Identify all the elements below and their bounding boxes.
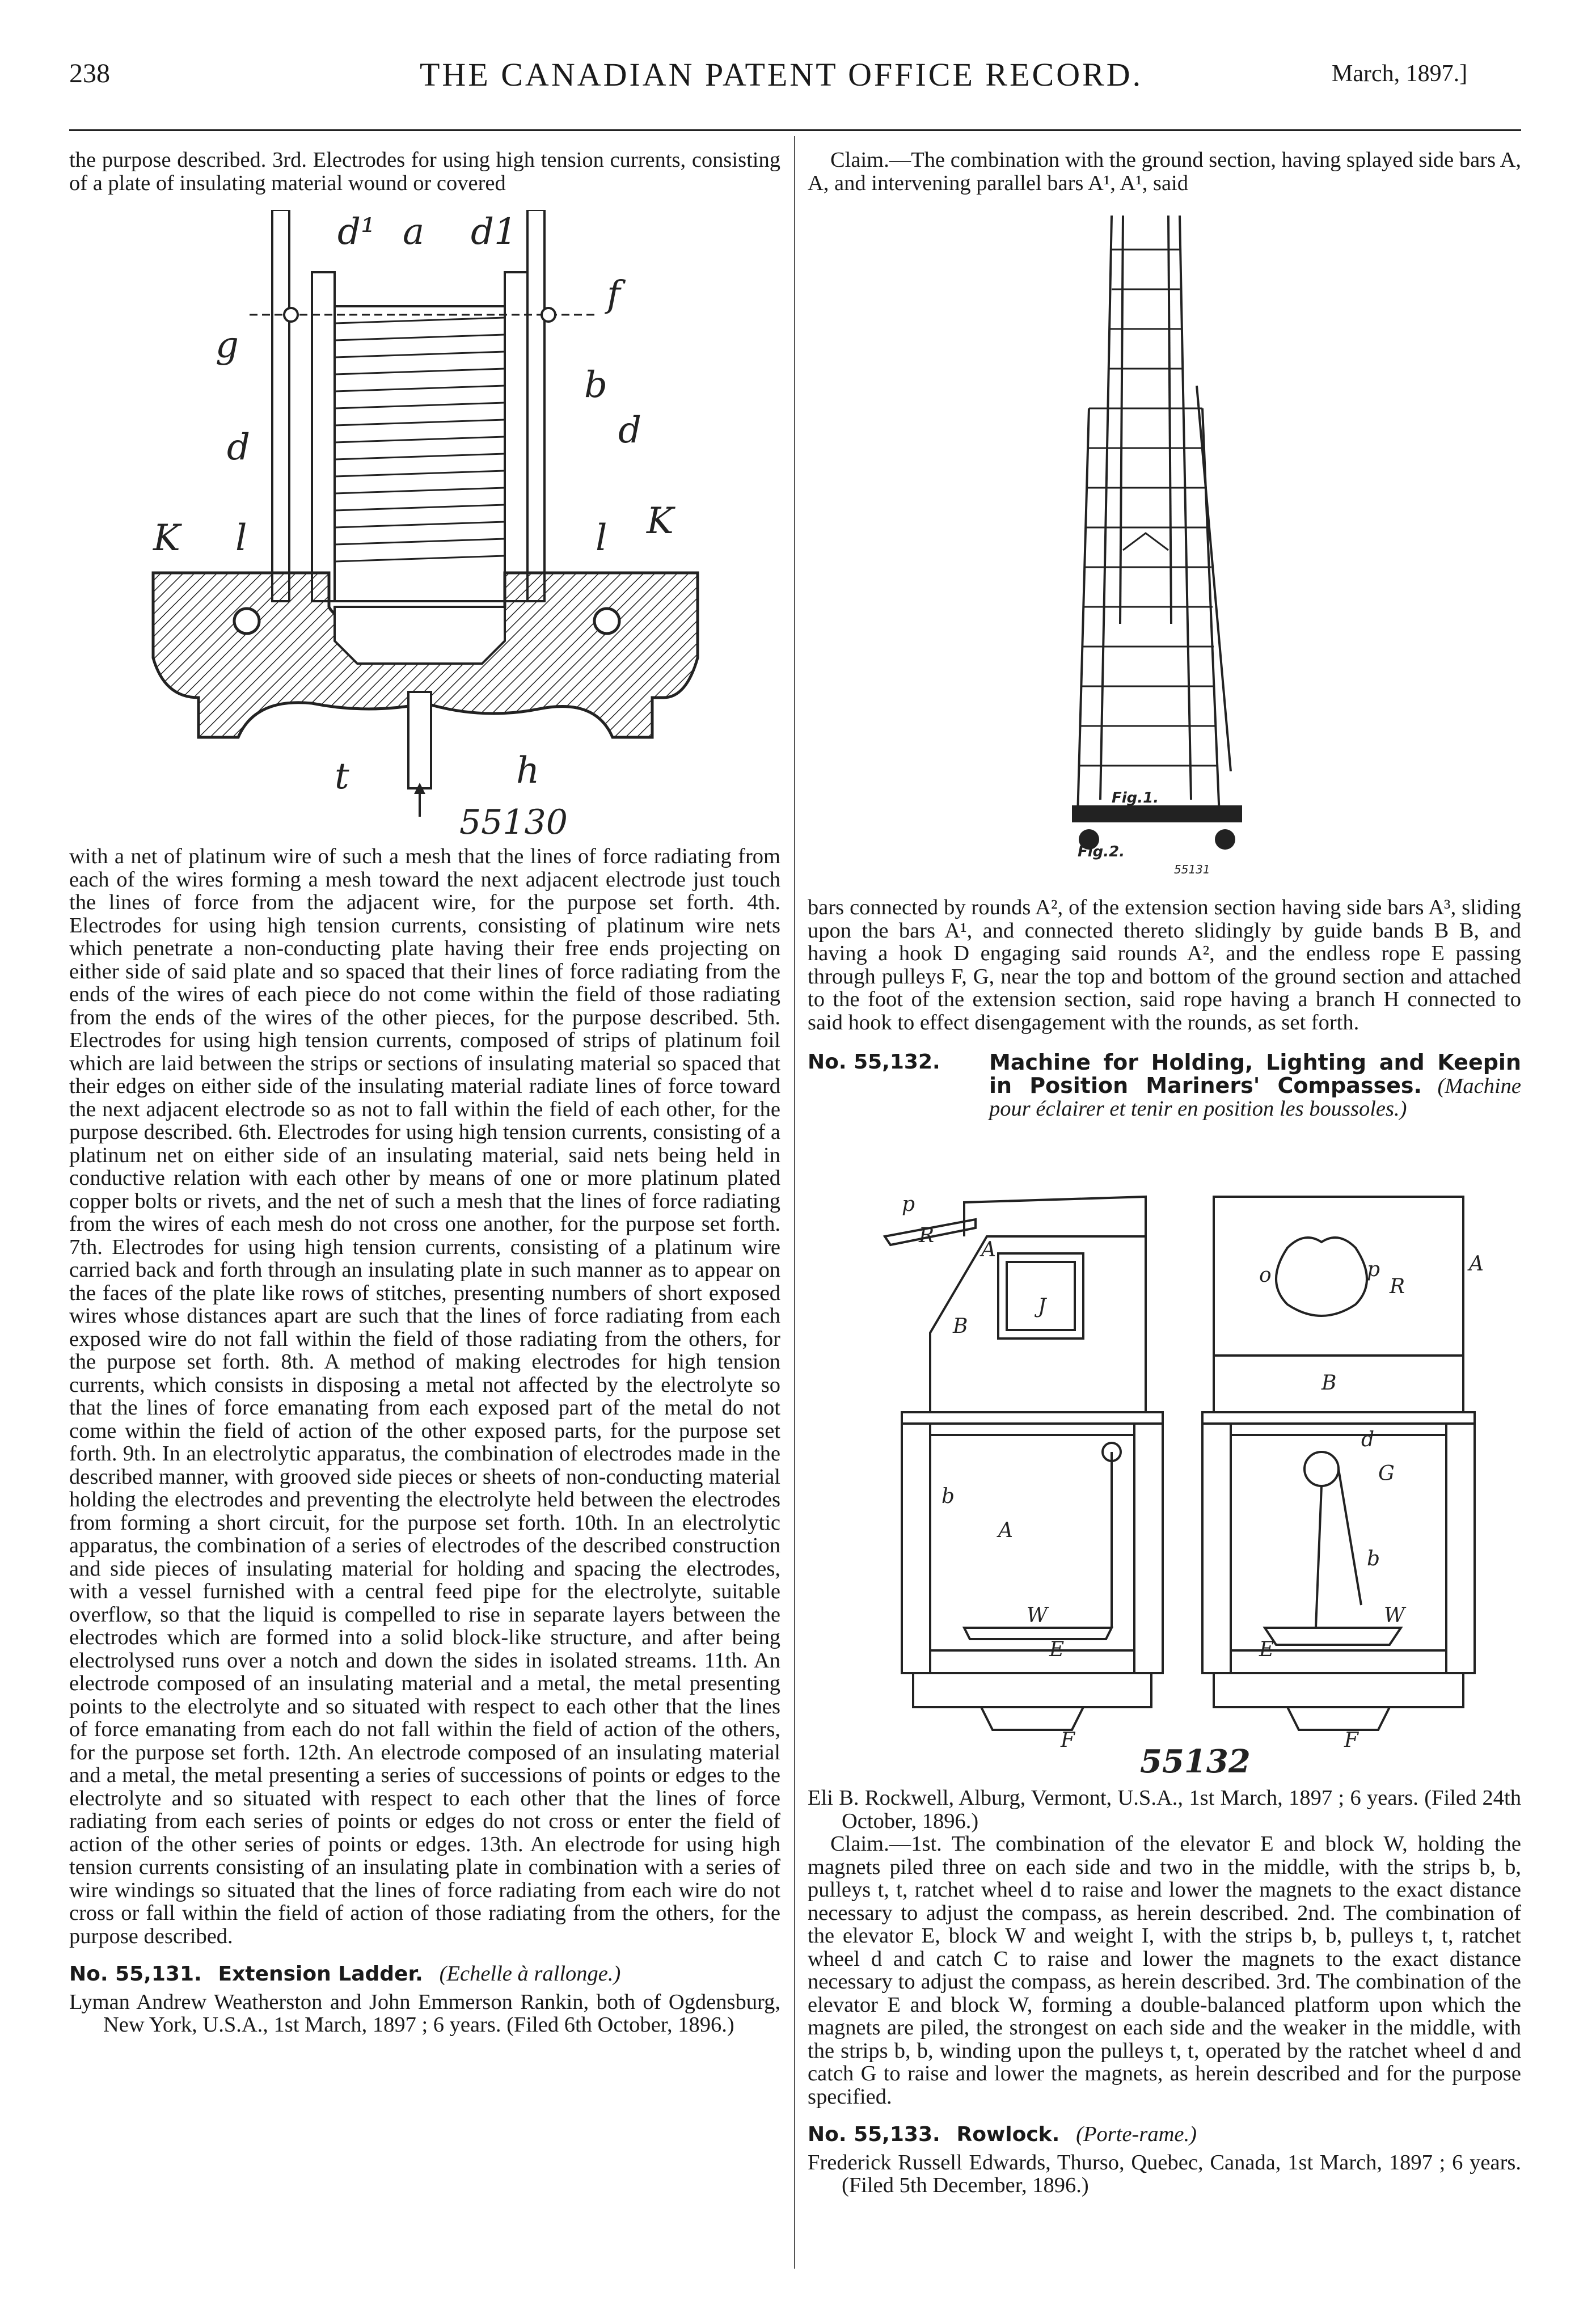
fig-label-l-right: l xyxy=(596,517,607,559)
fig-label-a: a xyxy=(403,211,425,253)
fig-label-p2: p xyxy=(1367,1258,1380,1281)
header-rule xyxy=(69,129,1521,131)
fig-label-d-right: d xyxy=(618,409,641,451)
compass-machine-figure xyxy=(868,1185,1492,1775)
fig-label-G: G xyxy=(1378,1462,1395,1485)
right-middle xyxy=(808,896,1521,1147)
ladder-claim-start: Claim.—The combination with the ground section, having splayed side bars A, A, and intervening parallel bars A¹, A¹, said xyxy=(808,148,1521,195)
left-top-text xyxy=(69,149,780,195)
electrode-figure xyxy=(142,210,709,845)
fig-label-d1-right: d1 xyxy=(471,211,517,253)
patent-55133-inventor: Frederick Russell Edwards, Thurso, Quebec, Canada, 1st March, 1897 ; 6 years. (Filed 5th December, 1896.) xyxy=(808,2150,1521,2197)
fig-label-F1: F xyxy=(1061,1729,1075,1752)
fig-label-l-left: l xyxy=(235,517,247,559)
ladder-fig2-label: Fig.2. xyxy=(1078,843,1125,860)
column-divider xyxy=(794,136,795,2269)
fig-label-B2: B xyxy=(1321,1371,1337,1395)
patent-55133-heading xyxy=(808,2123,1521,2147)
fig-label-W2: W xyxy=(1384,1604,1405,1627)
patent-french-title: (Porte-rame.) xyxy=(1076,2122,1197,2146)
fig-label-A3: A xyxy=(998,1519,1013,1542)
patent-number: No. 55,132. xyxy=(808,1050,940,1074)
fig-label-F2: F xyxy=(1344,1729,1358,1752)
journal-title: THE CANADIAN PATENT OFFICE RECORD. xyxy=(420,56,1143,93)
right-top xyxy=(808,149,1521,195)
fig-label-f: f xyxy=(607,273,620,315)
fig-label-K-left: K xyxy=(153,517,180,559)
fig-label-K-right: K xyxy=(647,500,674,542)
patent-55132-inventor: Eli B. Rockwell, Alburg, Vermont, U.S.A., 1st March, 1897 ; 6 years. (Filed 24th October, 1896.) xyxy=(808,1786,1521,1833)
fig-label-h: h xyxy=(516,750,540,792)
patent-number: No. 55,131. xyxy=(69,1962,202,1986)
fig-label-W1: W xyxy=(1027,1604,1048,1627)
fig-label-d1-left: d¹ xyxy=(337,211,375,253)
fig-label-p1: p xyxy=(902,1193,915,1216)
issue-date: March, 1897.] xyxy=(1332,61,1468,87)
ladder-figure xyxy=(1066,216,1248,879)
fig-label-d-left: d xyxy=(227,427,250,468)
fig-label-B1: B xyxy=(953,1315,968,1338)
fig-label-b2: b xyxy=(1367,1547,1380,1570)
patent-55131-inventors: Lyman Andrew Weatherston and John Emmerson Rankin, both of Ogdensburg, New York, U.S.A., 1st March, 1897 ; 6 years. (Filed 6th October, 1896.) xyxy=(69,1990,780,2037)
patent-french-title: (Echelle à rallonge.) xyxy=(439,1962,621,1986)
ladder-claim-continued: bars connected by rounds A², of the extension section having side bars A³, sliding upon the bars A¹, and connected thereto slidingly by guide bands B B, and having a hook D engaging said rounds A², and the endless rope E passing through pulleys F, G, near the top and bottom of the ground section and attached to the foot of the extension section, said rope having a branch H connected to said hook to effect disengagement with the rounds, as set forth. xyxy=(808,896,1521,1035)
figure-number-55130: 55130 xyxy=(459,803,568,842)
right-bottom xyxy=(808,1787,1521,2197)
continued-claim-text: the purpose described. 3rd. Electrodes for using high tension currents, consisting of a plate of insulating material wound or covered xyxy=(69,148,780,195)
patent-title: Machine for Holding, Lighting and Keepin in Position Mariners' Compasses. xyxy=(989,1050,1521,1098)
fig-label-E2: E xyxy=(1259,1638,1274,1661)
fig-label-R2: R xyxy=(1390,1275,1405,1298)
page-header xyxy=(0,52,1596,98)
figure-number-55131: 55131 xyxy=(1174,863,1210,876)
patent-55131-heading xyxy=(69,1962,780,1986)
fig-label-b: b xyxy=(941,1485,955,1508)
fig-label-R1: R xyxy=(919,1224,935,1247)
figure-number-55132: 55132 xyxy=(1140,1743,1251,1775)
patent-french-title: (Machine pour éclairer et tenir en position les boussoles.) xyxy=(989,1074,1521,1121)
fig-label-g: g xyxy=(216,324,239,366)
fig-label-b: b xyxy=(584,364,607,406)
fig-label-t: t xyxy=(335,755,349,797)
fig-label-A2: A xyxy=(1469,1252,1484,1276)
patent-number: No. 55,133. xyxy=(808,2123,940,2146)
page-number: 238 xyxy=(69,58,110,88)
fig-label-J: J xyxy=(1038,1295,1046,1318)
left-body xyxy=(69,845,780,2037)
fig-label-A1: A xyxy=(981,1238,996,1261)
patent-55132-claim: Claim.—1st. The combination of the elevator E and block W, holding the magnets piled three on each side and two in the middle, with the strips b, b, pulleys t, t, ratchet wheel d to raise and lower the magnets to the exact distance necessary to adjust the compass, as herein described. 2nd. The combination of the elevator E, block W and weight I, with the strips b, b, pulleys t, t, ratchet wheel d and catch C to raise and lower the magnets to the exact distance necessary to adjust the compass, as herein described. 3rd. The combination of the elevator E and block W, forming a double-balanced platform upon which the magnets are piled, the strongest on each side and the weaker in the middle, with the strips b, b, winding upon the pulleys t, t, operated by the ratchet wheel d and catch G to raise and lower the magnets, as herein described and for the purpose specified. xyxy=(808,1832,1521,2109)
patent-title: Extension Ladder. xyxy=(218,1962,423,1986)
fig-label-E1: E xyxy=(1049,1638,1065,1661)
patent-55132-heading xyxy=(808,1051,1521,1147)
patent-title: Rowlock. xyxy=(956,2123,1060,2146)
ladder-fig1-label: Fig.1. xyxy=(1112,789,1159,807)
fig-label-o: o xyxy=(1259,1264,1272,1287)
electrode-claims-text: with a net of platinum wire of such a mesh that the lines of force radiating from each of the wires forming a mesh toward the next adjacent electrode just touch the lines of force from the adjacent wire, for the purpose set forth. 4th. Electrodes for using high tension currents, consisting of platinum wire nets which penetrate a non-conducting plate having their free ends projecting on either side of said plate and so spaced that their lines of force radiating from the ends of the wires of each piece do not come within the field of those radiating from the ends of the wires of the other pieces, for the purpose described. 5th. Electrodes for using high tension currents, composed of strips of platinum foil which are laid between the strips or sections of insulating material so spaced that their edges on either side of the insulating material radiate lines of force toward the next adjacent electrode so as not to fall within the field of each other, for the purpose described. 6th. Electrodes for using high tension currents, consisting of a platinum net on either side of an insulating material, said nets being held in conductive relation with each other by means of one or more platinum plated copper bolts or rivets, and the net of such a mesh that the lines of force radiating from the wires of each mesh do not cross one another, for the purpose set forth. 7th. Electrodes for using high tension currents, consisting of a platinum wire carried back and forth through an insulating plate in such manner as to appear on the faces of the plate like rows of stitches, presenting numbers of short exposed wires whose distances apart are such that the lines of force radiating from each exposed wire do not fall within the field of those radiating from the others, for the purpose set forth. 8th. A method of making electrodes for high tension currents, which consists in disposing a metal not affected by the electrolyte so that the lines of force emanating from each exposed part of the metal do not come within the field of action of the other exposed parts, for the purpose set forth. 9th. In an electrolytic apparatus, the combination of electrodes made in the described manner, with grooved side pieces or sheets of non-conducting material holding the electrodes and preventing the electrolyte held between the electrodes from forming a short circuit, for the purpose set forth. 10th. In an electrolytic apparatus, the combination of a series of electrodes of the described construction and side pieces of insulating material for holding and spacing the electrodes, with a vessel furnished with a central feed pipe for the electrolyte, suitable overflow, so that the liquid is compelled to rise in separate layers between the electrodes which are formed into a solid block-like structure, and after being electrolysed runs over a notch and down the sides in isolated streams. 11th. An electrode composed of an insulating material and a metal, the metal presenting points to the electrolyte and so situated with respect to each other that the lines of force emanating from each do not fall within the field of action of the others, for the purpose set forth. 12th. An electrode composed of an insulating material and a metal, the metal presenting a series of successions of points or edges to the electrolyte and so situated with respect to each other that the lines of force radiating from each series of points or edges do not cross or enter the field of action of the other series of points or edges. 13th. An electrode for using high tension currents consisting of an insulating plate in combination with a series of wire windings so situated that the lines of force radiating from each wire do not cross or fall within the field of action of those radiating from the others, for the purpose described. xyxy=(69,845,780,1948)
fig-label-d: d xyxy=(1361,1428,1375,1451)
